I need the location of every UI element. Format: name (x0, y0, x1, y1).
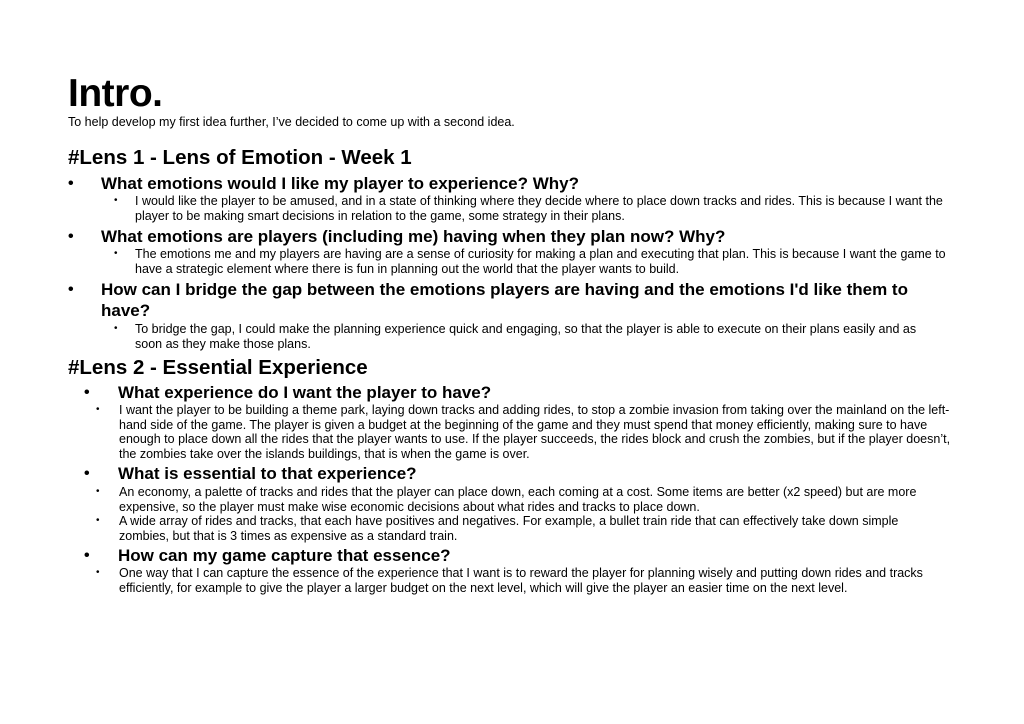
bullet-icon: • (114, 195, 118, 206)
bullet-icon: • (84, 465, 90, 482)
bullet-icon: • (84, 547, 90, 564)
lens2-question-1: What experience do I want the player to have? (118, 383, 492, 402)
bullet-icon: • (96, 486, 100, 497)
lens2-answer-1: I want the player to be building a theme park, laying down tracks and adding rides, to stop a zombie invasion from taking over the mainland on the left-hand side of the game. The player is given a budget at the beginning of the game and they must spend that money efficiently, making sure to have enough to place down all the rides that the player wants to use. If the player succeeds, the rides block and crush the zombies, but if the player doesn’t, the zombies take over the islands buildings, that is when the game is over. (119, 403, 951, 461)
bullet-icon: • (114, 248, 118, 259)
lens1-answer-2: The emotions me and my players are having are a sense of curiosity for making a plan and executing that plan. This is because I want the game to have a strategic element where there is fun in planning out the world that the player wants to build. (135, 247, 946, 276)
bullet-icon: • (114, 323, 118, 334)
bullet-icon: • (68, 281, 74, 298)
bullet-icon: • (96, 515, 100, 526)
bullet-icon: • (68, 228, 74, 245)
lens2-question-3: How can my game capture that essence? (118, 546, 451, 565)
lens1-heading: #Lens 1 - Lens of Emotion - Week 1 (68, 146, 412, 169)
lens1-question-1: What emotions would I like my player to experience? Why? (101, 174, 579, 193)
lens2-question-2: What is essential to that experience? (118, 464, 417, 483)
intro-text: To help develop my first idea further, I’ve decided to come up with a second idea. (68, 115, 515, 129)
bullet-icon: • (84, 384, 90, 401)
lens1-question-2: What emotions are players (including me) having when they plan now? Why? (101, 227, 726, 246)
page-title: Intro. (68, 72, 163, 115)
lens2-answer-2a: An economy, a palette of tracks and rides that the player can place down, each coming at a cost. Some items are better (x2 speed) but are more expensive, so the player must make wise economic decisions about what rides and tracks to place down. (119, 485, 917, 514)
lens2-heading: #Lens 2 - Essential Experience (68, 356, 368, 379)
lens1-answer-1: I would like the player to be amused, and in a state of thinking where they decide where to place down tracks and rides. This is because I want the player to be making smart decisions in relation to the game, some strategy in their plans. (135, 194, 943, 223)
lens2-answer-3: One way that I can capture the essence of the experience that I want is to reward the player for planning wisely and putting down rides and tracks efficiently, for example to give the player a larger budget on the next level, which will give the player an easier time on the next level. (119, 566, 923, 595)
bullet-icon: • (68, 175, 74, 192)
lens1-answer-3: To bridge the gap, I could make the planning experience quick and engaging, so that the player is able to execute on their plans easily and as soon as they make those plans. (135, 322, 917, 351)
lens2-answer-2b: A wide array of rides and tracks, that each have positives and negatives. For example, a bullet train ride that can effectively take down simple zombies, but that is 3 times as expensive as a standard train. (119, 514, 899, 543)
bullet-icon: • (96, 567, 100, 578)
lens1-question-3: How can I bridge the gap between the emotions players are having and the emotions I'd like them to have? (101, 280, 908, 320)
bullet-icon: • (96, 404, 100, 415)
